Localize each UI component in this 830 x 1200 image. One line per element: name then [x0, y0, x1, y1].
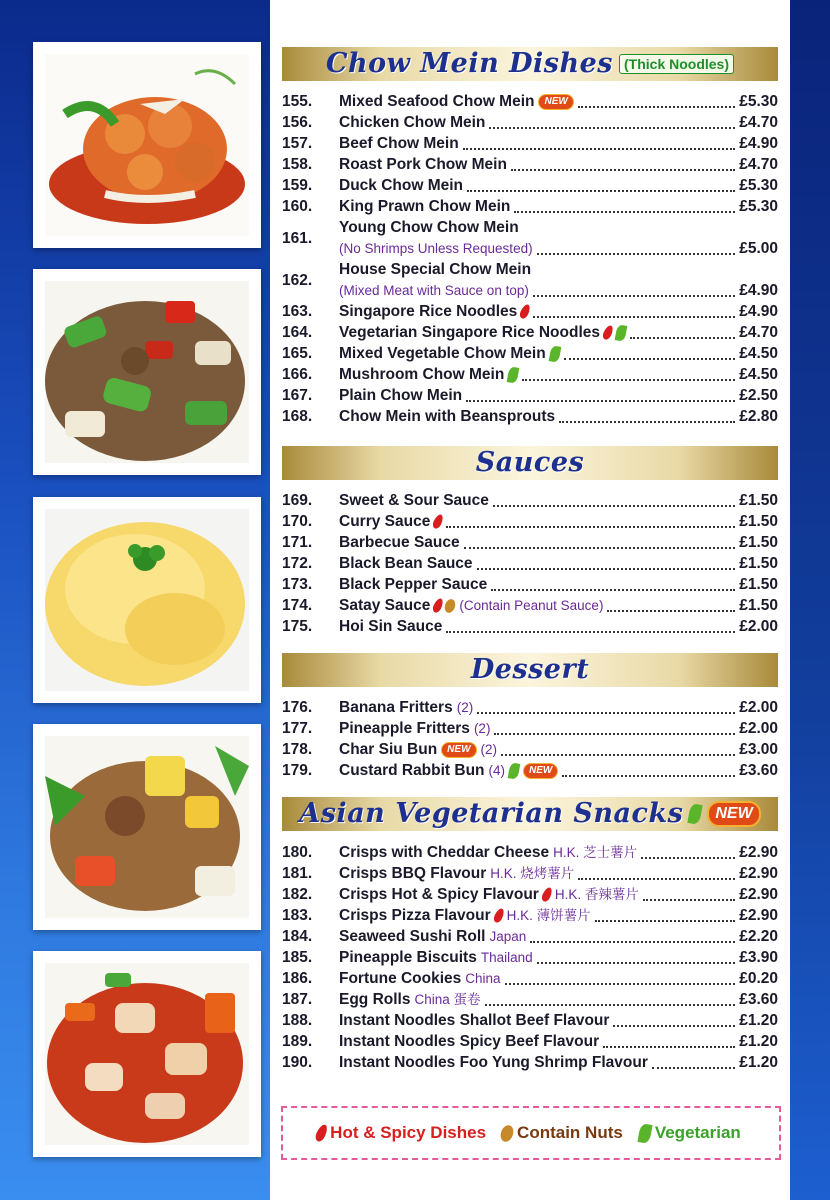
item-line	[339, 238, 778, 259]
item-name: Barbecue Sauce	[339, 534, 460, 551]
item-number: 160.	[282, 198, 313, 215]
item-body	[339, 322, 778, 343]
dot-leader	[530, 941, 735, 943]
menu-item	[282, 884, 778, 905]
menu-item	[282, 1052, 778, 1073]
item-number: 187.	[282, 991, 313, 1008]
menu-item	[282, 217, 778, 259]
menu-item	[282, 947, 778, 968]
menu-item	[282, 175, 778, 196]
section-title: Asian Vegetarian Snacks	[299, 798, 684, 829]
menu-item	[282, 739, 778, 760]
section-title: Dessert	[470, 654, 590, 685]
item-name: Young Chow Chow Mein	[339, 219, 519, 236]
item-name: Chow Mein with Beansprouts	[339, 408, 556, 425]
menu-list-dessert	[282, 697, 778, 781]
menu-item	[282, 511, 778, 532]
dot-leader	[511, 169, 735, 171]
item-body	[339, 259, 778, 301]
item-name: Pineapple Fritters	[339, 720, 470, 737]
legend-hot-label: Hot & Spicy Dishes	[330, 1123, 487, 1142]
item-number: 159.	[282, 177, 313, 194]
item-body	[339, 947, 778, 968]
menu-item	[282, 616, 778, 637]
item-name: Chicken Chow Mein	[339, 114, 486, 131]
item-price: £2.00	[739, 699, 778, 716]
item-number: 190.	[282, 1054, 313, 1071]
item-name: Satay Sauce	[339, 597, 431, 614]
menu-item	[282, 926, 778, 947]
item-price: £4.70	[739, 324, 778, 341]
chili-icon	[432, 513, 446, 530]
item-price: £4.90	[739, 282, 778, 299]
food-photo-black-pepper	[33, 269, 261, 475]
item-number: 181.	[282, 865, 313, 882]
item-name: Mushroom Chow Mein	[339, 366, 505, 383]
menu-item	[282, 989, 778, 1010]
menu-item	[282, 364, 778, 385]
item-number: 183.	[282, 907, 313, 924]
item-name: Vegetarian Singapore Rice Noodles	[339, 324, 600, 341]
right-border	[790, 0, 830, 1200]
item-number: 184.	[282, 928, 313, 945]
dot-leader	[533, 295, 735, 297]
item-price: £3.60	[739, 991, 778, 1008]
item-number: 158.	[282, 156, 313, 173]
item-body	[339, 343, 778, 364]
item-body	[339, 406, 778, 427]
item-price: £1.50	[739, 555, 778, 572]
item-price: £2.00	[739, 720, 778, 737]
leaf-icon	[508, 762, 521, 779]
item-body	[339, 1010, 778, 1031]
dot-leader	[491, 589, 735, 591]
item-name: Hoi Sin Sauce	[339, 618, 443, 635]
item-body	[339, 490, 778, 511]
item-number: 170.	[282, 513, 313, 530]
dot-leader	[446, 631, 735, 633]
item-body	[339, 553, 778, 574]
item-name: Crisps Hot & Spicy Flavour	[339, 886, 539, 903]
item-note: (2)	[473, 721, 491, 736]
item-note: China 蛋卷	[414, 992, 481, 1007]
dot-leader	[464, 547, 736, 549]
item-number: 185.	[282, 949, 313, 966]
menu-item	[282, 112, 778, 133]
item-number: 165.	[282, 345, 313, 362]
item-note: (2)	[480, 742, 498, 757]
item-name: Fortune Cookies	[339, 970, 462, 987]
item-name: Banana Fritters	[339, 699, 453, 716]
item-price: £3.60	[739, 762, 778, 779]
dot-leader	[613, 1025, 735, 1027]
item-body	[339, 739, 778, 760]
item-number: 171.	[282, 534, 313, 551]
dot-leader	[533, 316, 735, 318]
item-price: £4.70	[739, 114, 778, 131]
item-body	[339, 905, 778, 926]
chili-icon	[432, 597, 446, 614]
dot-leader	[607, 610, 735, 612]
menu-item	[282, 91, 778, 112]
dot-leader	[477, 568, 736, 570]
item-price: £0.20	[739, 970, 778, 987]
item-body	[339, 175, 778, 196]
dot-leader	[595, 920, 736, 922]
item-note: (No Shrimps Unless Requested)	[339, 241, 533, 256]
item-name: Char Siu Bun	[339, 741, 438, 758]
item-number: 179.	[282, 762, 313, 779]
item-line	[339, 280, 778, 301]
item-price: £1.20	[739, 1054, 778, 1071]
menu-list-snacks	[282, 842, 778, 1073]
food-photo-omelette	[33, 497, 261, 703]
item-body	[339, 154, 778, 175]
dot-leader	[466, 400, 735, 402]
menu-item	[282, 490, 778, 511]
item-note: Japan	[489, 929, 527, 944]
item-body	[339, 884, 778, 905]
dot-leader	[489, 127, 735, 129]
item-name: Mixed Seafood Chow Mein	[339, 93, 535, 110]
item-number: 188.	[282, 1012, 313, 1029]
item-note: (4)	[488, 763, 506, 778]
item-body	[339, 196, 778, 217]
leaf-icon	[615, 324, 628, 341]
item-name: Instant Noodles Foo Yung Shrimp Flavour	[339, 1054, 648, 1071]
item-number: 175.	[282, 618, 313, 635]
dot-leader	[522, 379, 735, 381]
item-number: 164.	[282, 324, 313, 341]
item-price: £1.50	[739, 492, 778, 509]
item-body	[339, 863, 778, 884]
dot-leader	[652, 1067, 735, 1069]
item-note: China	[465, 971, 501, 986]
dot-leader	[477, 712, 735, 714]
menu-item	[282, 406, 778, 427]
item-body	[339, 532, 778, 553]
menu-item	[282, 1031, 778, 1052]
item-note: (Mixed Meat with Sauce on top)	[339, 283, 529, 298]
item-name: Instant Noodles Shallot Beef Flavour	[339, 1012, 610, 1029]
item-price: £4.50	[739, 345, 778, 362]
item-number: 169.	[282, 492, 313, 509]
item-number: 173.	[282, 576, 313, 593]
menu-item	[282, 760, 778, 781]
dot-leader	[564, 358, 735, 360]
dot-leader	[578, 106, 735, 108]
item-name: Sweet & Sour Sauce	[339, 492, 489, 509]
item-note: H.K. 香辣薯片	[554, 887, 639, 902]
item-price: £1.20	[739, 1012, 778, 1029]
item-price: £5.30	[739, 93, 778, 110]
item-price: £2.90	[739, 865, 778, 882]
item-price: £4.70	[739, 156, 778, 173]
chili-icon	[314, 1123, 330, 1143]
item-name: Crisps with Cheddar Cheese	[339, 844, 550, 861]
item-number: 189.	[282, 1033, 313, 1050]
item-body	[339, 968, 778, 989]
item-price: £1.50	[739, 513, 778, 530]
legend	[281, 1106, 781, 1160]
item-body	[339, 364, 778, 385]
item-name: Egg Rolls	[339, 991, 411, 1008]
item-line	[339, 259, 778, 280]
menu-list-sauces	[282, 490, 778, 637]
item-name: Beef Chow Mein	[339, 135, 459, 152]
item-body	[339, 112, 778, 133]
item-name: Crisps Pizza Flavour	[339, 907, 491, 924]
item-body	[339, 1031, 778, 1052]
menu-item	[282, 196, 778, 217]
item-number: 180.	[282, 844, 313, 861]
item-number: 162.	[282, 271, 313, 289]
menu-item	[282, 322, 778, 343]
item-name: House Special Chow Mein	[339, 261, 532, 278]
item-body	[339, 133, 778, 154]
item-number: 156.	[282, 114, 313, 131]
item-number: 174.	[282, 597, 313, 614]
item-note: H.K. 薄饼薯片	[506, 908, 591, 923]
menu-item	[282, 1010, 778, 1031]
item-note: (Contain Peanut Sauce)	[459, 598, 604, 613]
menu-item	[282, 905, 778, 926]
item-number: 182.	[282, 886, 313, 903]
item-number: 157.	[282, 135, 313, 152]
item-body	[339, 574, 778, 595]
food-photo-pineapple-beef	[33, 724, 261, 930]
item-number: 168.	[282, 408, 313, 425]
dot-leader	[494, 733, 735, 735]
item-name: Custard Rabbit Bun	[339, 762, 485, 779]
new-badge: NEW	[707, 801, 760, 827]
item-body	[339, 989, 778, 1010]
food-photo-sweet-sour-chicken	[33, 42, 261, 248]
item-price: £2.20	[739, 928, 778, 945]
menu-item	[282, 553, 778, 574]
item-name: Duck Chow Mein	[339, 177, 464, 194]
item-name: Crisps BBQ Flavour	[339, 865, 487, 882]
item-note: H.K. 烧烤薯片	[490, 866, 575, 881]
item-name: Black Bean Sauce	[339, 555, 473, 572]
menu-item	[282, 968, 778, 989]
chili-icon	[519, 303, 533, 320]
dot-leader	[559, 421, 735, 423]
dot-leader	[514, 211, 735, 213]
item-name: Instant Noodles Spicy Beef Flavour	[339, 1033, 600, 1050]
item-number: 155.	[282, 93, 313, 110]
section-header-sauces	[282, 446, 778, 480]
section-title: Chow Mein Dishes	[325, 48, 613, 79]
item-price: £2.80	[739, 408, 778, 425]
menu-item	[282, 842, 778, 863]
menu-item	[282, 718, 778, 739]
item-name: Curry Sauce	[339, 513, 431, 530]
item-body	[339, 217, 778, 259]
item-number: 178.	[282, 741, 313, 758]
item-price: £4.50	[739, 366, 778, 383]
item-price: £2.50	[739, 387, 778, 404]
item-number: 166.	[282, 366, 313, 383]
menu-item	[282, 154, 778, 175]
item-body	[339, 842, 778, 863]
dot-leader	[463, 148, 736, 150]
food-photo-chicken-stirfry	[33, 951, 261, 1157]
vegetarian-icon	[688, 803, 703, 825]
dot-leader	[578, 878, 735, 880]
section-header-snacks	[282, 797, 778, 831]
new-badge: NEW	[441, 742, 476, 758]
section-header-chow-mein	[282, 47, 778, 81]
menu-item	[282, 863, 778, 884]
nut-icon	[443, 597, 457, 614]
item-line	[339, 217, 778, 238]
nut-icon	[499, 1123, 516, 1143]
leaf-icon	[507, 366, 520, 383]
dot-leader	[485, 1004, 736, 1006]
item-body	[339, 91, 778, 112]
item-name: Black Pepper Sauce	[339, 576, 488, 593]
item-number: 172.	[282, 555, 313, 572]
item-number: 176.	[282, 699, 313, 716]
leaf-icon	[548, 345, 561, 362]
dot-leader	[505, 983, 736, 985]
dot-leader	[630, 337, 735, 339]
item-price: £1.20	[739, 1033, 778, 1050]
item-body	[339, 616, 778, 637]
item-name: Singapore Rice Noodles	[339, 303, 518, 320]
dot-leader	[603, 1046, 735, 1048]
dot-leader	[537, 962, 736, 964]
chili-icon	[492, 907, 506, 924]
legend-nuts-label: Contain Nuts	[517, 1123, 623, 1142]
dot-leader	[446, 526, 735, 528]
menu-item	[282, 595, 778, 616]
item-number: 163.	[282, 303, 313, 320]
item-price: £2.90	[739, 844, 778, 861]
item-body	[339, 511, 778, 532]
dot-leader	[493, 505, 735, 507]
item-price: £4.90	[739, 135, 778, 152]
section-header-dessert	[282, 653, 778, 687]
item-number: 177.	[282, 720, 313, 737]
legend-veg-label: Vegetarian	[654, 1123, 741, 1142]
item-body	[339, 926, 778, 947]
item-body	[339, 1052, 778, 1073]
menu-item	[282, 133, 778, 154]
item-body	[339, 697, 778, 718]
menu-item	[282, 697, 778, 718]
dot-leader	[641, 857, 735, 859]
item-number: 161.	[282, 229, 313, 247]
menu-item	[282, 385, 778, 406]
section-subtitle: (Thick Noodles)	[619, 54, 734, 74]
item-price: £2.90	[739, 907, 778, 924]
dot-leader	[467, 190, 735, 192]
item-price: £4.90	[739, 303, 778, 320]
item-body	[339, 385, 778, 406]
item-name: Mixed Vegetable Chow Mein	[339, 345, 546, 362]
item-number: 167.	[282, 387, 313, 404]
new-badge: NEW	[538, 94, 573, 110]
item-name: Plain Chow Mein	[339, 387, 463, 404]
dot-leader	[501, 754, 735, 756]
item-name: Pineapple Biscuits	[339, 949, 477, 966]
section-title: Sauces	[475, 447, 585, 478]
item-price: £3.90	[739, 949, 778, 966]
dot-leader	[643, 899, 735, 901]
item-note: H.K. 芝士薯片	[553, 845, 638, 860]
item-price: £2.90	[739, 886, 778, 903]
menu-list-chow-mein	[282, 91, 778, 427]
item-price: £5.30	[739, 177, 778, 194]
chili-icon	[540, 886, 554, 903]
menu-item	[282, 343, 778, 364]
item-body	[339, 718, 778, 739]
item-name: Seaweed Sushi Roll	[339, 928, 486, 945]
menu-item	[282, 574, 778, 595]
dot-leader	[537, 253, 736, 255]
menu-item	[282, 301, 778, 322]
menu-item	[282, 532, 778, 553]
item-price: £1.50	[739, 534, 778, 551]
item-body	[339, 760, 778, 781]
item-body	[339, 595, 778, 616]
item-name: Roast Pork Chow Mein	[339, 156, 507, 173]
dot-leader	[562, 775, 735, 777]
item-note: Thailand	[480, 950, 533, 965]
item-number: 186.	[282, 970, 313, 987]
item-name: King Prawn Chow Mein	[339, 198, 511, 215]
item-price: £5.30	[739, 198, 778, 215]
leaf-icon	[637, 1123, 652, 1144]
item-price: £5.00	[739, 240, 778, 257]
menu-item	[282, 259, 778, 301]
item-price: £1.50	[739, 576, 778, 593]
chili-icon	[601, 324, 615, 341]
item-price: £1.50	[739, 597, 778, 614]
item-price: £2.00	[739, 618, 778, 635]
item-body	[339, 301, 778, 322]
item-price: £3.00	[739, 741, 778, 758]
new-badge: NEW	[523, 763, 558, 779]
item-note: (2)	[456, 700, 474, 715]
